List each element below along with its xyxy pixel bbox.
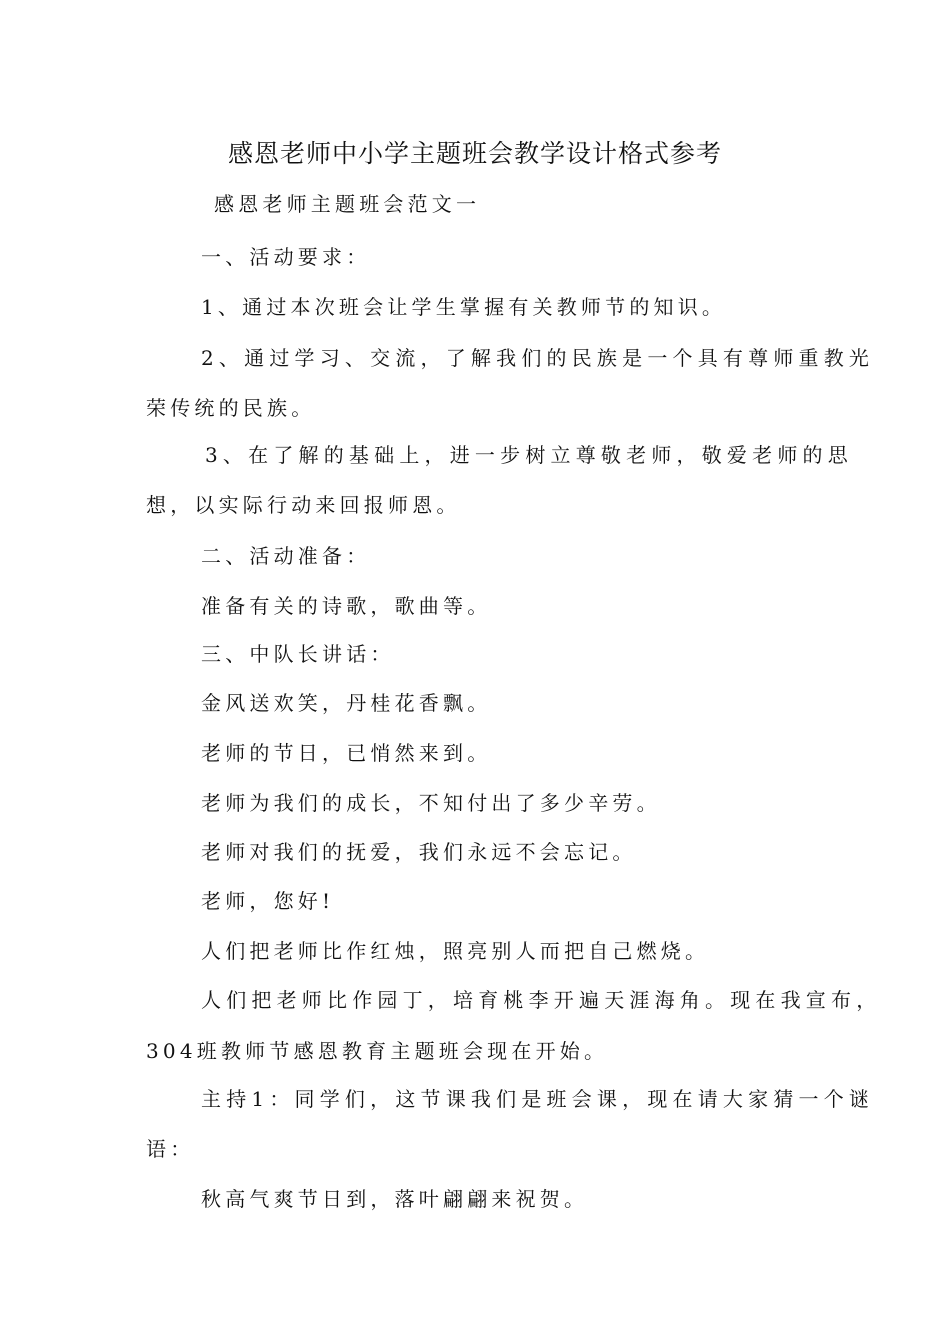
paragraph-line: 想，以实际行动来回报师恩。 [146, 493, 461, 517]
paragraph-line: 秋高气爽节日到，落叶翩翩来祝贺。 [201, 1187, 589, 1211]
paragraph-line: 老师对我们的抚爱，我们永远不会忘记。 [201, 840, 637, 864]
subtitle: 感恩老师主题班会范文一 [214, 192, 481, 216]
paragraph-line: 金风送欢笑，丹桂花香飘。 [201, 691, 492, 715]
paragraph-line: 二、活动准备： [201, 544, 371, 568]
paragraph-line: 老师为我们的成长，不知付出了多少辛劳。 [201, 791, 661, 815]
paragraph-line: 人们把老师比作园丁，培育桃李开遍天涯海角。现在我宣布， [201, 988, 882, 1012]
paragraph-line: 语： [146, 1137, 195, 1161]
document-title: 感恩老师中小学主题班会教学设计格式参考 [227, 139, 722, 168]
paragraph-line: 准备有关的诗歌，歌曲等。 [201, 594, 492, 618]
paragraph-line: 3、在了解的基础上，进一步树立尊敬老师，敬爱老师的思 [205, 443, 853, 467]
paragraph-line: 三、中队长讲话： [201, 642, 395, 666]
paragraph-line: 主持1：同学们，这节课我们是班会课，现在请大家猜一个谜 [201, 1087, 875, 1111]
paragraph-line: 老师，您好! [201, 889, 335, 913]
paragraph-line: 一、活动要求： [201, 245, 371, 269]
paragraph-line: 304班教师节感恩教育主题班会现在开始。 [146, 1039, 609, 1063]
paragraph-line: 老师的节日，已悄然来到。 [201, 741, 492, 765]
paragraph-line: 2、通过学习、交流，了解我们的民族是一个具有尊师重教光 [201, 346, 875, 370]
paragraph-line: 荣传统的民族。 [146, 396, 316, 420]
paragraph-line: 1、通过本次班会让学生掌握有关教师节的知识。 [201, 295, 727, 319]
paragraph-line: 人们把老师比作红烛，照亮别人而把自己燃烧。 [201, 939, 710, 963]
